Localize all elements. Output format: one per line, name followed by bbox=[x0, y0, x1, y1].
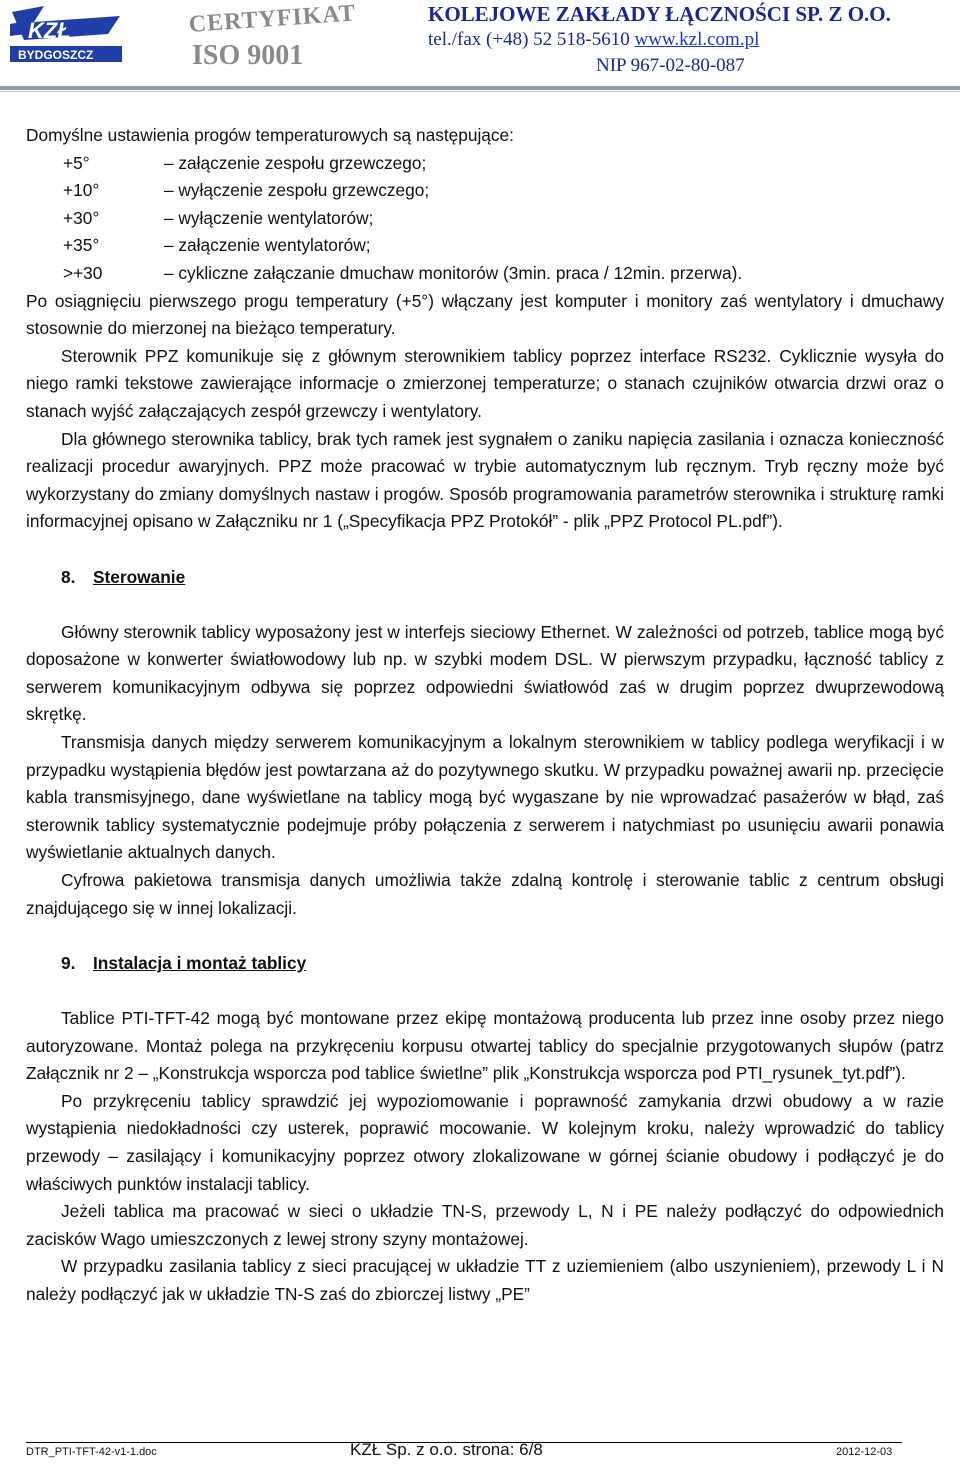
threshold-row bbox=[26, 150, 944, 178]
logo-city: BYDGOSZCZ bbox=[18, 48, 94, 62]
paragraph: Główny sterownik tablicy wyposażony jest w interfejs sieciowy Ethernet. W zależności od potrzeb, tablice mogą być doposażone w konwerter światłowodowy lub np. w szybki modem DSL. W pierwszym przypadku, łączność tablicy z serwerem komunikacyjnym odbywa się poprzez odpowiedni światłowód zaś w drugim poprzez dwuprzewodową skrętkę. bbox=[26, 621, 944, 725]
paragraph: Sterownik PPZ komunikuje się z głównym sterownikiem tablicy poprzez interface RS232. Cyklicznie wysyła do niego ramki tekstowe zawierające informacje o zmierzonej temperaturze; o stanach czujników otwarcia drzwi oraz o stanach wyjść załączających zespół grzewczy i wentylatory. bbox=[26, 345, 944, 421]
spacer bbox=[26, 977, 944, 1005]
iso-certificate-mark bbox=[188, 0, 357, 74]
threshold-list bbox=[26, 150, 944, 288]
spacer bbox=[26, 591, 944, 619]
phone-fax: tel./fax (+48) 52 518-5610 bbox=[428, 29, 635, 50]
intro-paragraph: Domyślne ustawienia progów temperaturowych są następujące: bbox=[26, 125, 514, 145]
logo-text: KZŁ bbox=[28, 18, 71, 43]
website-link[interactable]: www.kzl.com.pl bbox=[634, 29, 760, 50]
footer-filename: DTR_PTI-TFT-42-v1-1.doc bbox=[26, 1446, 157, 1458]
threshold-row bbox=[26, 205, 944, 233]
paragraph: Tablice PTI-TFT-42 mogą być montowane przez ekipę montażową producenta lub przez inne osoby przez niego autoryzowane. Montaż polega na przykręceniu korpusu otwartej tablicy do specjalnie przygotowanych słupów (patrz Załącznik nr 2 – „Konstrukcja wsporcza pod tablice świetlne” plik „Konstrukcja wsporcza pod PTI_rysunek_tyt.pdf”). bbox=[26, 1008, 944, 1084]
footer-page-info: KZŁ Sp. z o.o. strona: 6/8 bbox=[350, 1440, 543, 1459]
paragraph: Transmisja danych między serwerem komunikacyjnym a lokalnym sterownikiem w tablicy podlega weryfikacji i w przypadku wystąpienia błędów jest powtarzana aż do pozytywnego skutku. W przypadku poważnej awarii np. przecięcie kabla transmisyjnego, dane wyświetlane na tablicy mogą być wygaszane by nie wprowadzać pasażerów w błąd, zaś sterownik tablicy systematycznie podejmuje próby połączenia z serwerem i natychmiast po usunięciu awarii ponawia wyświetlanie aktualnych danych. bbox=[26, 732, 944, 863]
section-title: Sterowanie bbox=[93, 566, 186, 587]
footer-date: 2012-12-03 bbox=[836, 1446, 893, 1458]
section-number: 9. bbox=[61, 952, 76, 973]
threshold-desc: – cykliczne załączanie dmuchaw monitorów (3min. praca / 12min. przerwa). bbox=[164, 262, 743, 283]
threshold-desc: – wyłączenie zespołu grzewczego; bbox=[164, 180, 430, 201]
cert-line2: ISO 9001 bbox=[192, 40, 304, 71]
threshold-row bbox=[26, 232, 944, 260]
spacer bbox=[26, 922, 944, 950]
spacer bbox=[26, 536, 944, 564]
company-info bbox=[428, 2, 958, 81]
cert-line1: CERTYFIKAT bbox=[188, 0, 357, 38]
page-header bbox=[0, 0, 960, 100]
threshold-row bbox=[26, 260, 944, 288]
header-divider-thin bbox=[0, 91, 960, 92]
threshold-desc: – załączenie wentylatorów; bbox=[164, 235, 371, 256]
paragraph: W przypadku zasilania tablicy z sieci pracującej w układzie TT z uziemieniem (albo uszynieniem), przewody L i N należy podłączyć jak w układzie TN-S zaś do zbiorczej listwy „PE” bbox=[26, 1256, 944, 1304]
paragraph: Jeżeli tablica ma pracować w sieci o układzie TN-S, przewody L, N i PE należy podłączyć do odpowiednich zacisków Wago umieszczonych z lewej strony szyny montażowej. bbox=[26, 1201, 944, 1249]
section-heading-8 bbox=[26, 564, 944, 592]
threshold-value: +5° bbox=[63, 152, 90, 173]
section-heading-9 bbox=[26, 950, 944, 978]
company-contact bbox=[428, 29, 958, 55]
kzl-logo bbox=[4, 4, 130, 66]
threshold-value: +10° bbox=[63, 180, 100, 201]
section-number: 8. bbox=[61, 566, 76, 587]
company-nip: NIP 967-02-80-087 bbox=[596, 55, 745, 76]
threshold-desc: – wyłączenie wentylatorów; bbox=[164, 207, 374, 228]
threshold-value: >+30 bbox=[63, 262, 103, 283]
threshold-value: +35° bbox=[63, 235, 100, 256]
header-divider bbox=[0, 86, 960, 90]
paragraph: Cyfrowa pakietowa transmisja danych umożliwia także zdalną kontrolę i sterowanie tablic z centrum obsługi znajdującego się w innej lokalizacji. bbox=[26, 870, 944, 918]
company-name: KOLEJOWE ZAKŁADY ŁĄCZNOŚCI SP. Z O.O. bbox=[428, 2, 891, 26]
paragraph: Po przykręceniu tablicy sprawdzić jej wypoziomowanie i poprawność zamykania drzwi obudowy a w razie wystąpienia niedokładności czy usterek, poprawić mocowanie. W kolejnym kroku, należy wprowadzić do tablicy przewody – zasilający i komunikacyjny poprzez otwory zlokalizowane w górnej ścianie obudowy i podłączyć je do właściwych punktów instalacji tablicy. bbox=[26, 1090, 944, 1194]
document-body bbox=[26, 122, 944, 1309]
threshold-value: +30° bbox=[63, 207, 100, 228]
threshold-desc: – załączenie zespołu grzewczego; bbox=[164, 152, 427, 173]
paragraph: Dla głównego sterownika tablicy, brak tych ramek jest sygnałem o zaniku napięcia zasilania i oznacza konieczność realizacji procedur awaryjnych. PPZ może pracować w trybie automatycznym lub ręcznym. Tryb ręczny może być wykorzystany do zmiany domyślnych nastaw i progów. Sposób programowania parametrów sterownika i strukturę ramki informacyjnej opisano w Załączniku nr 1 („Specyfikacja PPZ Protokół” - plik „PPZ Protocol PL.pdf”). bbox=[26, 428, 944, 532]
paragraph: Po osiągnięciu pierwszego progu temperatury (+5°) włączany jest komputer i monitory zaś wentylatory i dmuchawy stosownie do mierzonej na bieżąco temperatury. bbox=[26, 290, 944, 339]
section-title: Instalacja i montaż tablicy bbox=[93, 952, 307, 973]
threshold-row bbox=[26, 177, 944, 205]
